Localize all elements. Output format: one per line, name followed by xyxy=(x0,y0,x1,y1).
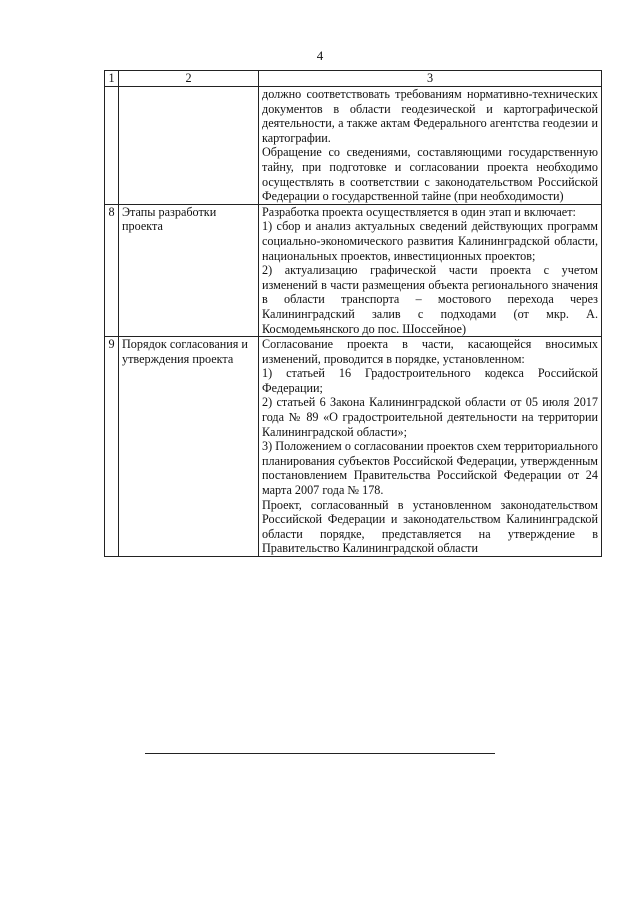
row-name-cell: Этапы разработки проекта xyxy=(119,204,259,336)
column-header-2: 2 xyxy=(119,71,259,87)
table-row xyxy=(105,337,602,557)
document-table xyxy=(104,70,602,557)
table-row xyxy=(105,87,602,205)
row-name-cell xyxy=(119,87,259,205)
page-number: 4 xyxy=(316,48,324,63)
description-paragraph: Обращение со сведениями, составляющими государственную тайну, при подготовке и согласовании проекта необходимо осуществлять в соответствии с законодательством Российской Федерации о государственной тайне (при необходимости) xyxy=(262,145,598,204)
footer-divider xyxy=(145,753,495,754)
description-paragraph: должно соответствовать требованиям нормативно-технических документов в области геодезической и картографической деятельности, а также актам Федерального агентства геодезии и картографии. xyxy=(262,87,598,145)
description-paragraph: Разработка проекта осуществляется в один этап и включает: xyxy=(262,204,576,219)
row-description-cell xyxy=(259,204,602,336)
description-paragraph: Проект, согласованный в установленном законодательством Российской Федерации и законодательством Калининградской области порядке, представляется на утверждение в Правительство Калининградской области xyxy=(262,497,598,556)
row-number-cell xyxy=(105,87,119,205)
description-paragraph: 1) статьей 16 Градостроительного кодекса Российской Федерации; xyxy=(262,366,598,395)
description-paragraph: 1) сбор и анализ актуальных сведений действующих программ социально-экономического развития Калининградской области, национальных проектов, инвестиционных проектов; xyxy=(262,219,598,263)
row-description-cell xyxy=(259,87,602,205)
row-description-cell xyxy=(259,337,602,557)
description-paragraph: 2) статьей 6 Закона Калининградской области от 05 июля 2017 года № 89 «О градостроительной деятельности на территории Калининградской области»; xyxy=(262,395,598,439)
description-paragraph: 2) актуализацию графической части проекта с учетом изменений в части размещения объекта регионального значения в области транспорта – мостового перехода через Калининградский залив с подходами (от мкр. А. Космодемьянского до пос. Шоссейное) xyxy=(262,263,598,336)
column-header-1: 1 xyxy=(105,71,119,87)
column-header-3: 3 xyxy=(259,71,602,87)
table-header-row xyxy=(105,71,602,87)
description-paragraph: 3) Положением о согласовании проектов схем территориального планирования субъектов Российской Федерации, утвержденным постановлением Правительства Российской Федерации от 24 марта 2007 года № 178. xyxy=(262,439,598,498)
description-paragraph: Согласование проекта в части, касающейся вносимых изменений, проводится в порядке, установленном: xyxy=(262,337,598,366)
row-number-cell: 8 xyxy=(105,204,119,336)
table-row xyxy=(105,204,602,336)
row-number-cell: 9 xyxy=(105,337,119,557)
row-name-cell: Порядок согласования и утверждения проекта xyxy=(119,337,259,557)
